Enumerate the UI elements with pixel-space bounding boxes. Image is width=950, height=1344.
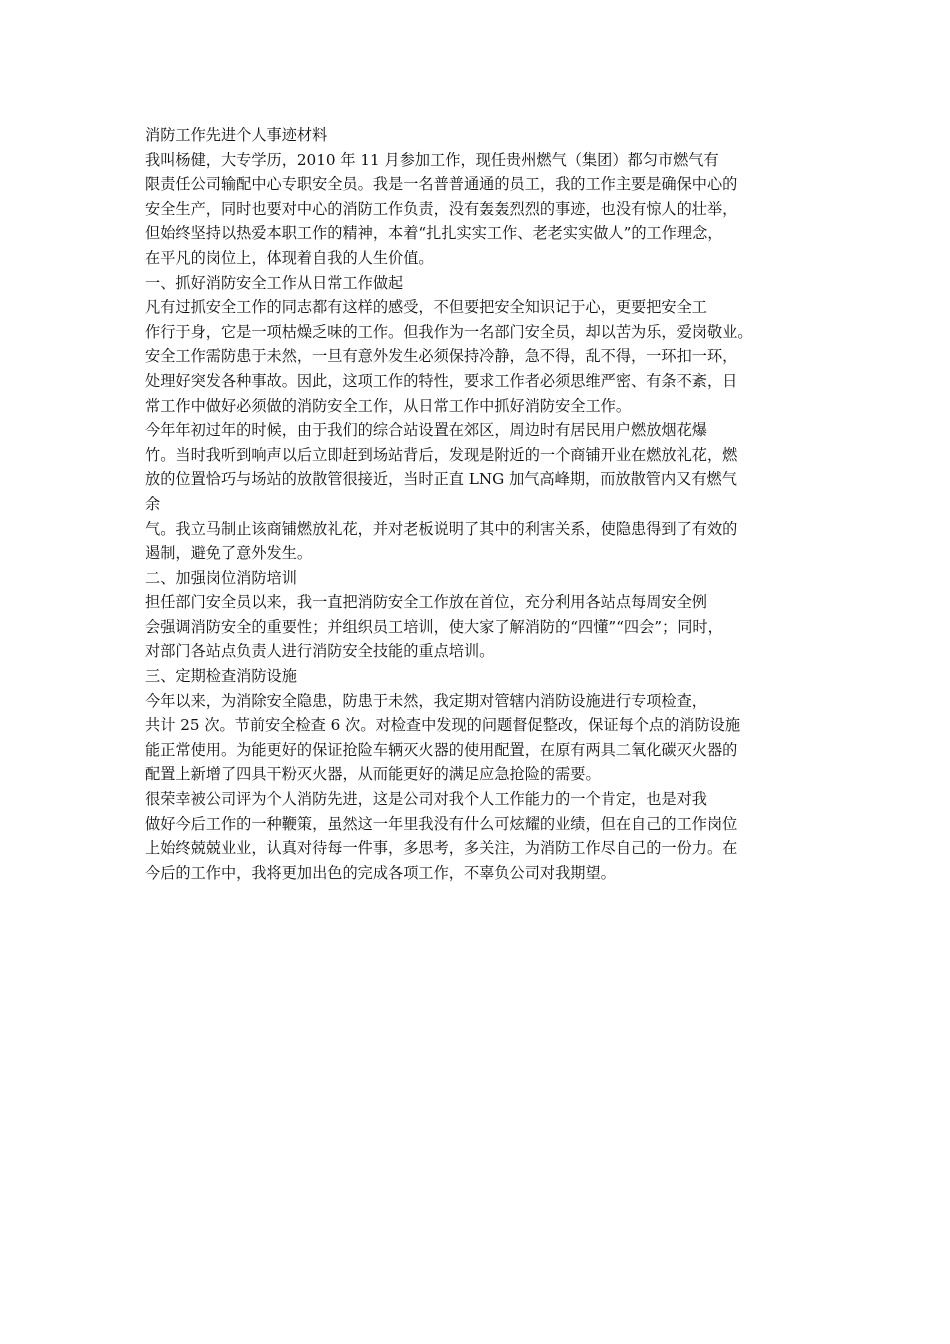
- section-heading-2: 二、加强岗位消防培训: [145, 568, 297, 587]
- text-line: 处理好突发各种事故。因此，这项工作的特性，要求工作者必须思维严密、有条不紊，日: [145, 371, 738, 390]
- text-line: 放的位置恰巧与场站的放散管很接近，当时正直 LNG 加气高峰期，而放散管内又有燃气: [145, 470, 737, 489]
- section-heading-1: 一、抓好消防安全工作从日常工作做起: [145, 273, 404, 292]
- text-line: 竹。当时我听到响声以后立即赶到场站背后，发现是附近的一个商铺开业在燃放礼花，燃: [145, 445, 738, 464]
- text-line: 限责任公司输配中心专职安全员。我是一名普普通通的员工，我的工作主要是确保中心的: [145, 175, 738, 194]
- text-line: 常工作中做好必须做的消防安全工作，从日常工作中抓好消防安全工作。: [145, 396, 631, 415]
- text-line: 安全生产，同时也要对中心的消防工作负责，没有轰轰烈烈的事迹，也没有惊人的壮举，: [145, 199, 738, 218]
- text-line: 遏制，避免了意外发生。: [145, 544, 313, 563]
- text-line: 安全工作需防患于未然，一旦有意外发生必须保持冷静，急不得，乱不得，一环扣一环，: [145, 347, 738, 366]
- text-line: 余: [145, 494, 161, 513]
- text-line: 共计 25 次。节前安全检查 6 次。对检查中发现的问题督促整改，保证每个点的消防设施: [145, 716, 741, 735]
- text-line: 上始终兢兢业业，认真对待每一件事，多思考，多关注，为消防工作尽自己的一份力。在: [145, 839, 738, 858]
- text-line: 作行于身，它是一项枯燥乏味的工作。但我作为一名部门安全员，却以苦为乐，爱岗敬业。: [145, 322, 753, 341]
- text-line: 气。我立马制止该商铺燃放礼花，并对老板说明了其中的利害关系，使隐患得到了有效的: [145, 519, 738, 538]
- text-line: 能正常使用。为能更好的保证抢险车辆灭火器的使用配置，在原有两具二氧化碳灭火器的: [145, 740, 738, 759]
- section-heading-3: 三、定期检查消防设施: [145, 667, 297, 686]
- document-title: 消防工作先进个人事迹材料: [145, 126, 328, 144]
- text-line: 今后的工作中，我将更加出色的完成各项工作，不辜负公司对我期望。: [145, 863, 616, 882]
- document-body: [145, 123, 815, 885]
- text-line: 担任部门安全员以来，我一直把消防安全工作放在首位，充分利用各站点每周安全例: [145, 593, 707, 612]
- text-line: 但始终坚持以热爱本职工作的精神，本着“扎扎实实工作、老老实实做人”的工作理念，: [145, 224, 723, 243]
- text-line: 很荣幸被公司评为个人消防先进，这是公司对我个人工作能力的一个肯定，也是对我: [145, 790, 707, 809]
- text-line: 今年年初过年的时候，由于我们的综合站设置在郊区，周边时有居民用户燃放烟花爆: [145, 421, 707, 440]
- text-line: 对部门各站点负责人进行消防安全技能的重点培训。: [145, 642, 495, 661]
- text-line: 在平凡的岗位上，体现着自我的人生价值。: [145, 248, 434, 267]
- text-line: 今年以来，为消除安全隐患，防患于未然，我定期对管辖内消防设施进行专项检查，: [145, 691, 707, 710]
- text-line: 配置上新增了四具干粉灭火器，从而能更好的满足应急抢险的需要。: [145, 765, 601, 784]
- text-line: 我叫杨健，大专学历，2010 年 11 月参加工作，现任贵州燃气（集团）都匀市燃气有: [145, 150, 719, 169]
- text-line: 会强调消防安全的重要性；并组织员工培训，使大家了解消防的“四懂”“四会”；同时，: [145, 617, 723, 636]
- text-line: 凡有过抓安全工作的同志都有这样的感受，不但要把安全知识记于心，更要把安全工: [145, 298, 707, 317]
- text-line: 做好今后工作的一种鞭策，虽然这一年里我没有什么可炫耀的业绩，但在自己的工作岗位: [145, 814, 738, 833]
